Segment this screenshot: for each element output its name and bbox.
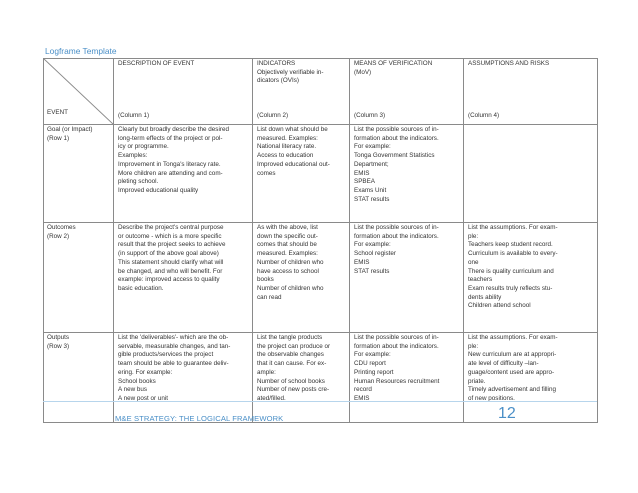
cell-text-line: can read <box>257 293 282 301</box>
cell-text-line: Human Resources recruitment <box>354 377 440 385</box>
cell-text-line: List down what should be <box>257 126 328 133</box>
cell-text-line: down the specific out- <box>257 232 318 240</box>
cell-text-line: For example: <box>354 351 391 359</box>
column-header-text: MEANS OF VERIFICATION <box>354 60 433 67</box>
row-label-cell <box>44 125 114 223</box>
column-2-header <box>253 59 350 125</box>
cell-text-line: ple: <box>468 232 479 240</box>
cell-text-line: that it can cause. For ex- <box>257 360 327 368</box>
cell-text-line: Children attend school <box>468 302 531 310</box>
column-header-text: ASSUMPTIONS AND RISKS <box>468 60 550 67</box>
cell-text-line: guage/content used are appro- <box>468 368 555 376</box>
footer-title: M&E STRATEGY: THE LOGICAL FRAMEWORK <box>115 414 284 423</box>
row-label: Goal (or Impact) <box>47 126 93 133</box>
cell-text-line: National literacy rate. <box>257 143 317 151</box>
cell-text-line: formation about the indicators. <box>354 134 439 142</box>
column-header-text: Objectively verifiable in- <box>257 68 324 76</box>
cell-text-line: SPBEA <box>354 178 375 186</box>
event-header-cell <box>44 59 114 125</box>
cell-text-line: Department; <box>354 160 389 168</box>
table-cell <box>253 223 350 333</box>
cell-text-line: Exam results truly reflects stu- <box>468 284 553 292</box>
column-number-label: (Column 2) <box>257 112 289 120</box>
cell-text-line: School register <box>354 250 396 258</box>
cell-text-line: There is quality curriculum and <box>468 267 554 275</box>
cell-text-line: Describe the project's central purpose <box>118 224 224 231</box>
cell-text-line: Timely advertisement and filling <box>468 386 556 394</box>
cell-text-line: CDU report <box>354 360 386 368</box>
spacer <box>118 69 249 113</box>
cell-text-line: List the possible sources of in- <box>354 126 439 133</box>
cell-text-line: teachers <box>468 276 493 284</box>
cell-text-line: books <box>257 276 274 284</box>
column-3-header <box>350 59 464 125</box>
table-cell <box>114 125 253 223</box>
cell-text-line: record <box>354 386 372 394</box>
column-4-header <box>464 59 598 125</box>
cell-text-line: School books <box>118 377 156 385</box>
cell-text-line: measured. Examples: <box>257 250 318 258</box>
column-header-text: DESCRIPTION OF EVENT <box>118 60 195 67</box>
cell-text-line: be changed, and who will benefit. For <box>118 267 223 275</box>
cell-text-line: STAT results <box>354 195 390 203</box>
cell-text-line: result that the project seeks to achieve <box>118 241 226 249</box>
column-header-text: dicators (OVIs) <box>257 77 299 85</box>
cell-text-line: As with the above, list <box>257 224 318 231</box>
cell-text-line: ering. For example: <box>118 368 173 376</box>
table-cell <box>464 333 598 423</box>
cell-text-line: formation about the indicators. <box>354 232 439 240</box>
cell-text-line: ated/filled. <box>257 394 286 402</box>
table-row <box>44 223 598 333</box>
cell-text-line: Improved educational quality <box>118 186 199 194</box>
event-header-label: EVENT <box>47 109 68 117</box>
cell-text-line: List the assumptions. For exam- <box>468 334 558 341</box>
footer-divider <box>43 401 597 402</box>
cell-text-line: A new post or unit <box>118 394 169 402</box>
spacer <box>257 86 346 112</box>
column-number-label: (Column 1) <box>118 112 150 120</box>
cell-text-line: dents ability <box>468 293 502 301</box>
table-cell <box>253 333 350 423</box>
cell-text-line: Number of school books <box>257 377 325 385</box>
table-cell <box>350 223 464 333</box>
row-label: Outputs <box>47 334 70 341</box>
logframe-table <box>43 58 598 423</box>
cell-text-line: Improvement in Tonga's literacy rate. <box>118 160 221 168</box>
cell-text-line: A new bus <box>118 386 148 394</box>
cell-text-line: formation about the indicators. <box>354 342 439 350</box>
page-title: Logframe Template <box>45 46 117 56</box>
cell-text-line: EMIS <box>354 169 370 177</box>
cell-text-line: This statement should clarify what will <box>118 258 224 266</box>
cell-text-line: or outcome - which is a more specific <box>118 232 222 240</box>
cell-text-line: List the possible sources of in- <box>354 224 439 231</box>
cell-text-line: List the 'deliverables'- which are the ob- <box>118 334 229 341</box>
cell-text-line: Number of new posts cre- <box>257 386 330 394</box>
row-label-cell <box>44 223 114 333</box>
cell-text-line: the observable changes <box>257 351 324 359</box>
table-cell <box>464 125 598 223</box>
cell-text-line: Examples: <box>118 152 148 160</box>
cell-text-line: Clearly but broadly describe the desired <box>118 126 229 133</box>
cell-text-line: ate level of difficulty –lan- <box>468 360 539 368</box>
cell-text-line: ple: <box>468 342 479 350</box>
cell-text-line: Curriculum is available to every- <box>468 250 558 258</box>
cell-text-line: EMIS <box>354 394 370 402</box>
cell-text-line: List the tangle products <box>257 334 323 341</box>
cell-text-line: New curriculum are at appropri- <box>468 351 557 359</box>
cell-text-line: Printing report <box>354 368 394 376</box>
spacer <box>468 69 594 113</box>
cell-text-line: measured. Examples: <box>257 134 318 142</box>
cell-text-line: one <box>468 258 479 266</box>
table-cell <box>350 333 464 423</box>
cell-text-line: Exams Unit <box>354 186 387 194</box>
cell-text-line: (in support of the above goal above) <box>118 250 219 258</box>
cell-text-line: STAT results <box>354 267 390 275</box>
cell-text-line: long-term effects of the project or pol- <box>118 134 223 142</box>
cell-text-line: Access to education <box>257 152 314 160</box>
table-row <box>44 125 598 223</box>
column-header-text: (MoV) <box>354 68 372 76</box>
cell-text-line: List the assumptions. For exam- <box>468 224 558 231</box>
cell-text-line: For example: <box>354 143 391 151</box>
spacer <box>354 77 460 112</box>
cell-text-line: example: improved access to quality <box>118 276 220 284</box>
cell-text-line: ample: <box>257 368 276 376</box>
table-cell <box>114 333 253 423</box>
cell-text-line: pleting school. <box>118 178 159 186</box>
cell-text-line: comes <box>257 169 276 177</box>
cell-text-line: comes that should be <box>257 241 317 249</box>
table-cell <box>464 223 598 333</box>
cell-text-line: EMIS <box>354 258 370 266</box>
cell-text-line: icy or programme. <box>118 143 169 151</box>
cell-text-line: have access to school <box>257 267 319 275</box>
row-label: (Row 1) <box>47 134 70 142</box>
column-header-text: INDICATORS <box>257 60 296 67</box>
table-cell <box>114 223 253 333</box>
cell-text-line: Number of children who <box>257 284 324 292</box>
cell-text-line: priate. <box>468 377 486 385</box>
row-label: (Row 3) <box>47 342 70 350</box>
page-number: 12 <box>498 405 516 422</box>
cell-text-line: team should be able to guarantee deliv- <box>118 360 229 368</box>
cell-text-line: Teachers keep student record. <box>468 241 553 249</box>
cell-text-line: Tonga Government Statistics <box>354 152 435 160</box>
table-cell <box>253 125 350 223</box>
header-row <box>44 59 598 125</box>
cell-text-line: List the possible sources of in- <box>354 334 439 341</box>
cell-text-line: gible products/services the project <box>118 351 214 359</box>
column-1-header <box>114 59 253 125</box>
column-number-label: (Column 3) <box>354 112 386 120</box>
cell-text-line: of new positions. <box>468 394 515 402</box>
column-number-label: (Column 4) <box>468 112 500 120</box>
table-cell <box>350 125 464 223</box>
cell-text-line: basic education. <box>118 284 164 292</box>
cell-text-line: For example: <box>354 241 391 249</box>
cell-text-line: servable, measurable changes, and tan- <box>118 342 231 350</box>
cell-text-line: the project can produce or <box>257 342 331 350</box>
row-label-cell <box>44 333 114 423</box>
cell-text-line: More children are attending and com- <box>118 169 223 177</box>
row-label: Outcomes <box>47 224 76 231</box>
cell-text-line: Number of children who <box>257 258 324 266</box>
row-label: (Row 2) <box>47 232 70 240</box>
cell-text-line: Improved educational out- <box>257 160 330 168</box>
